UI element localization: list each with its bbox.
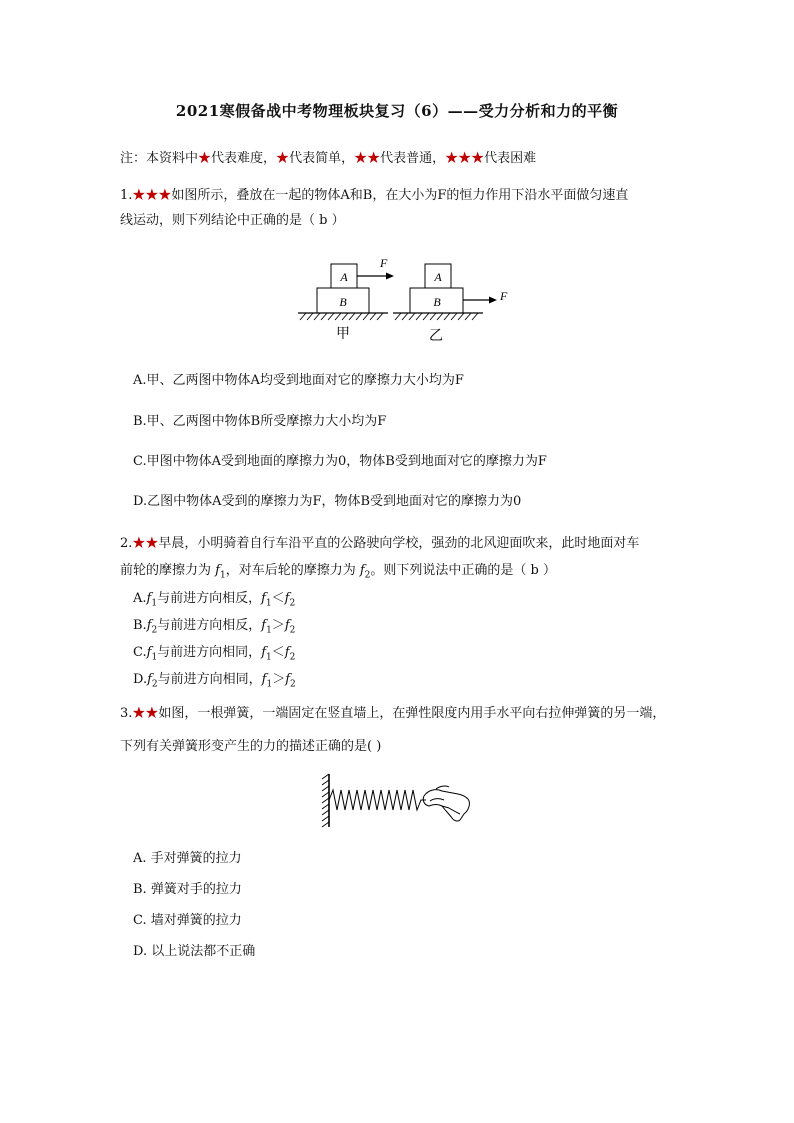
block-b-left-label: B (339, 295, 347, 309)
q3-number: 3. (120, 706, 133, 721)
q2-a-sa: 1 (151, 598, 158, 609)
q2-text-a: 前轮的摩擦力为 (120, 563, 216, 578)
q3-stem-line1 (120, 705, 665, 723)
q2-d-fb: f (261, 672, 267, 687)
q2-number: 2. (120, 536, 133, 551)
q2-c-fa: f (146, 645, 152, 660)
q2-c-op: ＜ (271, 645, 285, 660)
caption-jia: 甲 (336, 327, 350, 342)
q2-d-fa: f (147, 672, 152, 687)
note-difficulty: 代表难度， (211, 151, 277, 166)
q2-a-sc: 2 (289, 598, 296, 609)
q2-f1: f (215, 563, 220, 578)
q2-stem-line2 (120, 562, 556, 585)
q2-a-fc: f (284, 591, 290, 606)
q2-c-sc: 2 (289, 652, 296, 663)
spring (329, 790, 426, 810)
q3-spring-figure (318, 770, 478, 832)
block-a-left-label: A (340, 270, 348, 284)
q2-sub2: 2 (364, 570, 371, 581)
note-hard: 代表困难 (484, 151, 537, 166)
q2-a-fb: f (261, 591, 266, 606)
q3-stem-line2: 下列有关弹簧形变产生的力的描述正确的是( ) (120, 739, 382, 754)
q2-b-mid: 与前进方向相反， (157, 618, 262, 633)
q2-stem-line1 (120, 535, 639, 553)
q2-sub1: 1 (219, 570, 226, 581)
q2-f2: f (359, 563, 365, 578)
q2-a-op: ＜ (271, 591, 285, 606)
note-normal: 代表普通， (380, 151, 446, 166)
q2-text-b: ，对车后轮的摩擦力为 (225, 563, 360, 578)
q2-option-b (133, 617, 295, 640)
q2-d-letter: D. (133, 672, 148, 687)
q2-d-sb: 1 (266, 679, 273, 690)
q2-option-d (133, 671, 296, 694)
q2-c-mid: 与前进方向相同， (157, 645, 262, 660)
q3-option-d: D. 以上说法都不正确 (133, 944, 256, 959)
q1-stars: ★★★ (132, 188, 172, 203)
caption-yi: 乙 (429, 329, 443, 344)
q2-text-c: 。则下列说法中正确的是（ b ） (370, 563, 556, 578)
q2-b-fc: f (284, 618, 290, 633)
q2-c-fb: f (261, 645, 266, 660)
force-arrowhead-left (386, 273, 394, 280)
q2-a-mid: 与前进方向相反， (157, 591, 262, 606)
q2-d-mid: 与前进方向相同， (157, 672, 262, 687)
q2-text: 早晨，小明骑着自行车沿平直的公路驶向学校，强劲的北风迎面吹来，此时地面对车 (158, 536, 640, 551)
q1-option-c: C.甲图中物体A受到地面的摩擦力为0，物体B受到地面对它的摩擦力为F (133, 454, 547, 469)
force-label-right: F (500, 289, 508, 303)
q1-figure (290, 255, 520, 345)
q2-a-letter: A. (133, 591, 147, 606)
q2-a-sb: 1 (265, 598, 272, 609)
q2-d-fc: f (285, 672, 291, 687)
q2-c-fc: f (284, 645, 290, 660)
q2-b-sb: 1 (266, 625, 272, 636)
q1-stem-line2: 线运动，则下列结论中正确的是（ b ） (120, 213, 345, 228)
note-star-3: ★★★ (445, 151, 485, 166)
page-title: 2021寒假备战中考物理板块复习（6）——受力分析和力的平衡 (175, 102, 619, 120)
q2-option-a (133, 590, 295, 613)
q1-option-a: A.甲、乙两图中物体A均受到地面对它的摩擦力大小均为F (133, 373, 464, 388)
q3-stars: ★★ (132, 706, 159, 721)
q2-c-letter: C. (133, 645, 147, 660)
q2-b-sa: 2 (151, 625, 158, 636)
note-star-2: ★★ (354, 151, 381, 166)
q2-b-letter: B. (133, 618, 147, 633)
q2-c-sa: 1 (151, 652, 158, 663)
force-arrowhead-right (489, 297, 497, 304)
q2-option-c (133, 644, 295, 667)
q2-b-sc: 2 (289, 625, 296, 636)
q1-text: 如图所示，叠放在一起的物体A和B，在大小为F的恒力作用下沿水平面做匀速直 (171, 188, 629, 203)
note-prefix: 注：本资料中 (120, 151, 199, 166)
hand-icon (423, 786, 469, 821)
wall-hatch (322, 774, 329, 827)
q2-a-fa: f (146, 591, 152, 606)
q2-stars: ★★ (132, 536, 159, 551)
q2-d-sc: 2 (290, 679, 296, 690)
q1-option-b: B.甲、乙两图中物体B所受摩擦力大小均为F (133, 414, 387, 429)
ground-hatch-right (395, 313, 478, 320)
q1-option-d: D.乙图中物体A受到的摩擦力为F，物体B受到地面对它的摩擦力为0 (133, 494, 522, 509)
note-star-1: ★ (276, 151, 290, 166)
q1-number: 1. (120, 188, 133, 203)
q2-d-op: ＞ (272, 672, 286, 687)
block-a-right-label: A (434, 270, 442, 284)
q2-b-fa: f (146, 618, 152, 633)
q2-b-op: ＞ (271, 618, 285, 633)
q3-option-a: A. 手对弹簧的拉力 (133, 851, 242, 866)
q2-d-sa: 2 (151, 679, 158, 690)
force-label-left: F (380, 256, 388, 270)
q2-c-sb: 1 (266, 652, 272, 663)
difficulty-note (120, 150, 536, 168)
q1-stem-line1 (120, 187, 628, 205)
note-star: ★ (198, 151, 212, 166)
note-easy: 代表简单， (289, 151, 355, 166)
q2-b-fb: f (261, 618, 267, 633)
block-b-right-label: B (433, 295, 441, 309)
ground-hatch-left (300, 313, 383, 320)
q3-option-b: B. 弹簧对手的拉力 (133, 882, 242, 897)
q3-option-c: C. 墙对弹簧的拉力 (133, 913, 242, 928)
q3-text: 如图，一根弹簧，一端固定在竖直墙上，在弹性限度内用手水平向右拉伸弹簧的另一端， (158, 706, 666, 721)
